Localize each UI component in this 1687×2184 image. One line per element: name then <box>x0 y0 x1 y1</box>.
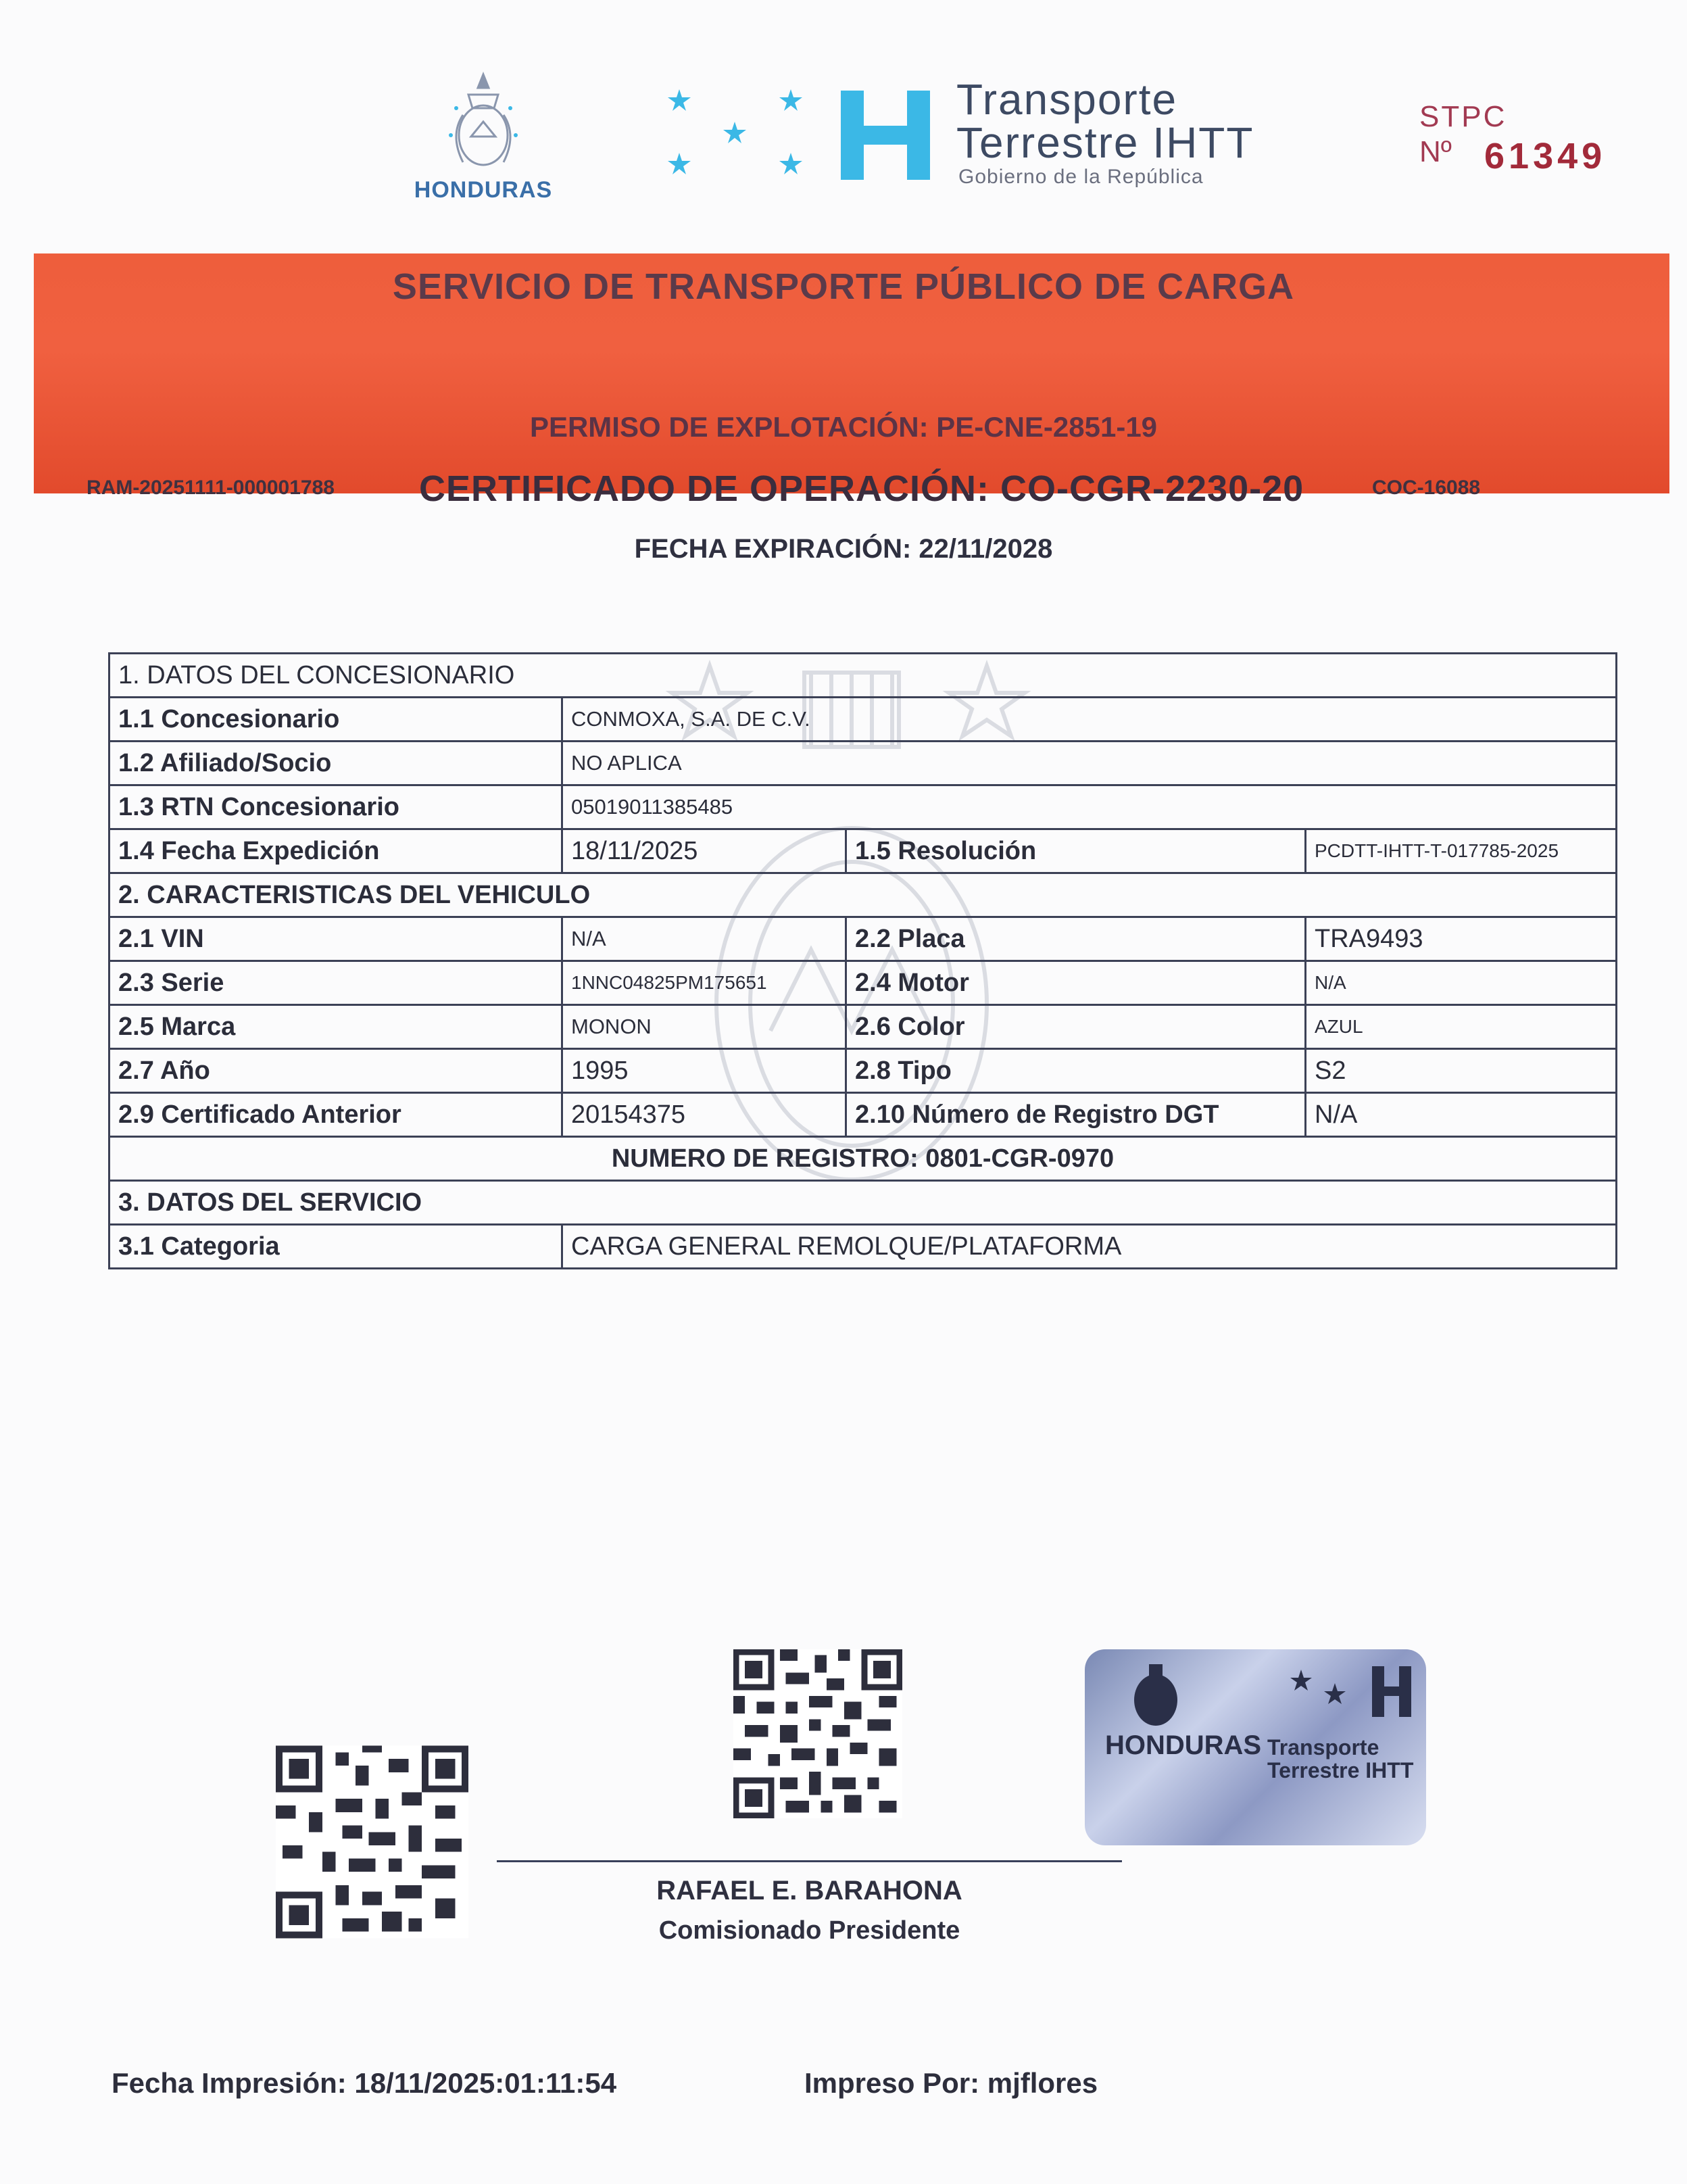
label-marca: 2.5 Marca <box>109 1005 562 1049</box>
value-fecha-expedicion: 18/11/2025 <box>562 829 846 873</box>
value-afiliado: NO APLICA <box>562 742 1617 785</box>
agency-subtitle: Gobierno de la República <box>958 166 1204 188</box>
ihtt-h-logo-icon <box>838 88 933 183</box>
table-row <box>109 1137 1617 1181</box>
hologram-country-text: HONDURAS <box>1105 1730 1262 1760</box>
table-row <box>109 1093 1617 1137</box>
honduras-logo <box>395 61 571 210</box>
serial-number: 61349 <box>1484 136 1607 176</box>
table-row <box>109 742 1617 785</box>
hologram-seal <box>1085 1649 1426 1845</box>
table-row <box>109 1225 1617 1269</box>
coat-of-arms-icon <box>1125 1663 1186 1727</box>
impreso-por: Impreso Por: mjflores <box>804 2067 1098 2099</box>
label-color: 2.6 Color <box>846 1005 1306 1049</box>
certificado-operacion: CERTIFICADO DE OPERACIÓN: CO-CGR-2230-20 <box>419 468 1304 509</box>
numero-registro: NUMERO DE REGISTRO: 0801-CGR-0970 <box>109 1137 1617 1181</box>
section-vehiculo: 2. CARACTERISTICAS DEL VEHICULO <box>109 873 1617 917</box>
label-concesionario: 1.1 Concesionario <box>109 698 562 742</box>
banner-title: SERVICIO DE TRANSPORTE PÚBLICO DE CARGA <box>392 266 1295 307</box>
signer-name: RAFAEL E. BARAHONA <box>656 1876 962 1906</box>
qr-code-icon <box>733 1646 902 1822</box>
table-row <box>109 873 1617 917</box>
label-registro-dgt: 2.10 Número de Registro DGT <box>846 1093 1306 1137</box>
table-row <box>109 654 1617 698</box>
value-anio: 1995 <box>562 1049 846 1093</box>
value-registro-dgt: N/A <box>1306 1093 1617 1137</box>
value-serie: 1NNC04825PM175651 <box>562 961 846 1005</box>
value-placa: TRA9493 <box>1306 917 1617 961</box>
value-categoria: CARGA GENERAL REMOLQUE/PLATAFORMA <box>562 1225 1617 1269</box>
honduras-logo-text: HONDURAS <box>414 177 553 203</box>
label-vin: 2.1 VIN <box>109 917 562 961</box>
hologram-agency-text <box>1267 1736 1413 1782</box>
label-rtn: 1.3 RTN Concesionario <box>109 785 562 829</box>
table-row <box>109 917 1617 961</box>
stpc-label: STPC <box>1419 100 1507 133</box>
label-tipo: 2.8 Tipo <box>846 1049 1306 1093</box>
agency-title-line2: Terrestre IHTT <box>956 118 1254 167</box>
label-afiliado: 1.2 Afiliado/Socio <box>109 742 562 785</box>
section-concesionario: 1. DATOS DEL CONCESIONARIO <box>109 654 1617 698</box>
label-motor: 2.4 Motor <box>846 961 1306 1005</box>
agency-title <box>956 75 1254 167</box>
value-color: AZUL <box>1306 1005 1617 1049</box>
permiso-explotacion: PERMISO DE EXPLOTACIÓN: PE-CNE-2851-19 <box>529 411 1158 443</box>
value-marca: MONON <box>562 1005 846 1049</box>
table-row <box>109 785 1617 829</box>
table-row <box>109 1181 1617 1225</box>
label-categoria: 3.1 Categoria <box>109 1225 562 1269</box>
ram-code: RAM-20251111-000001788 <box>87 477 335 499</box>
label-placa: 2.2 Placa <box>846 917 1306 961</box>
five-stars-icon <box>659 81 821 189</box>
signer-role: Comisionado Presidente <box>658 1916 960 1945</box>
label-resolucion: 1.5 Resolución <box>846 829 1306 873</box>
coat-of-arms-icon <box>395 61 571 176</box>
fecha-expiracion: FECHA EXPIRACIÓN: 22/11/2028 <box>634 534 1053 564</box>
certificate-table <box>108 652 1617 1269</box>
ihtt-h-logo-icon <box>1288 1663 1416 1724</box>
coc-code: COC-16088 <box>1372 477 1481 499</box>
label-anio: 2.7 Año <box>109 1049 562 1093</box>
serial-label: Nº <box>1419 135 1452 168</box>
agency-title-line1: Transporte <box>956 75 1178 124</box>
fecha-impresion: Fecha Impresión: 18/11/2025:01:11:54 <box>112 2067 617 2099</box>
label-fecha-expedicion: 1.4 Fecha Expedición <box>109 829 562 873</box>
table-row <box>109 1049 1617 1093</box>
label-serie: 2.3 Serie <box>109 961 562 1005</box>
value-certificado-anterior: 20154375 <box>562 1093 846 1137</box>
value-concesionario: CONMOXA, S.A. DE C.V. <box>562 698 1617 742</box>
qr-code-icon <box>276 1741 468 1943</box>
label-certificado-anterior: 2.9 Certificado Anterior <box>109 1093 562 1137</box>
section-servicio: 3. DATOS DEL SERVICIO <box>109 1181 1617 1225</box>
value-tipo: S2 <box>1306 1049 1617 1093</box>
table-row <box>109 698 1617 742</box>
value-motor: N/A <box>1306 961 1617 1005</box>
value-rtn: 05019011385485 <box>562 785 1617 829</box>
value-resolucion: PCDTT-IHTT-T-017785-2025 <box>1306 829 1617 873</box>
table-row <box>109 1005 1617 1049</box>
hologram-agency-line2: Terrestre IHTT <box>1267 1758 1414 1782</box>
value-vin: N/A <box>562 917 846 961</box>
table-row <box>109 829 1617 873</box>
table-row <box>109 961 1617 1005</box>
hologram-agency-line1: Transporte <box>1267 1735 1379 1760</box>
signature-line <box>497 1860 1122 1862</box>
